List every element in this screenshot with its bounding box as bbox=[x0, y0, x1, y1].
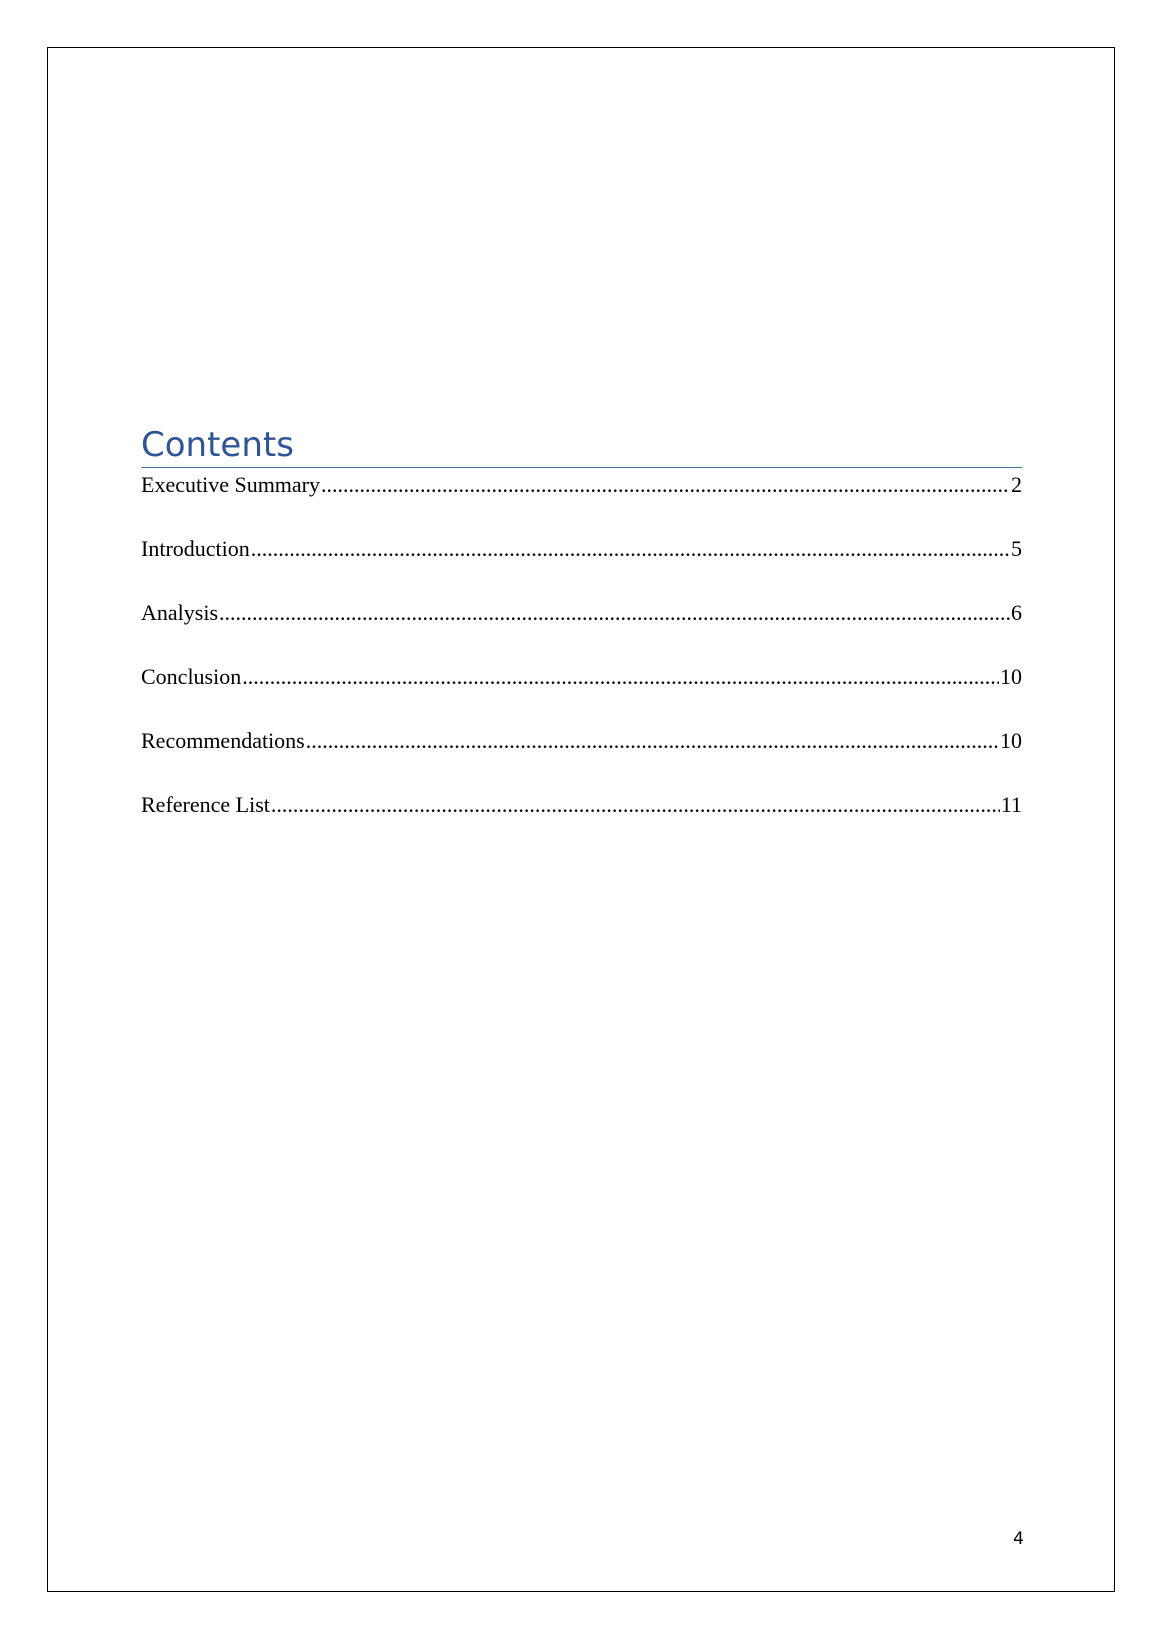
toc-entry-label: Recommendations bbox=[141, 728, 305, 753]
toc-entry-page: 10 bbox=[1000, 664, 1022, 689]
toc-entry-page: 10 bbox=[1000, 728, 1022, 753]
toc-dot-leader bbox=[251, 537, 1010, 561]
table-of-contents bbox=[141, 426, 1022, 852]
toc-entry-label: Introduction bbox=[141, 536, 250, 561]
toc-entry-introduction[interactable] bbox=[141, 532, 1022, 596]
toc-list bbox=[141, 468, 1022, 852]
toc-entry-label: Reference List bbox=[141, 792, 270, 817]
toc-entry-label: Analysis bbox=[141, 600, 218, 625]
toc-heading: Contents bbox=[141, 426, 1022, 468]
toc-entry-executive-summary[interactable] bbox=[141, 468, 1022, 532]
toc-dot-leader bbox=[271, 793, 1000, 817]
toc-entry-recommendations[interactable] bbox=[141, 724, 1022, 788]
toc-entry-label: Executive Summary bbox=[141, 472, 321, 497]
toc-dot-leader bbox=[321, 473, 1010, 497]
toc-entry-page: 11 bbox=[1000, 792, 1022, 817]
toc-entry-reference-list[interactable] bbox=[141, 788, 1022, 852]
toc-dot-leader bbox=[242, 665, 999, 689]
page-number: 4 bbox=[1013, 1529, 1024, 1549]
toc-entry-analysis[interactable] bbox=[141, 596, 1022, 660]
toc-entry-page: 2 bbox=[1011, 472, 1022, 497]
toc-dot-leader bbox=[306, 729, 999, 753]
toc-entry-page: 6 bbox=[1011, 600, 1022, 625]
toc-dot-leader bbox=[219, 601, 1010, 625]
toc-entry-label: Conclusion bbox=[141, 664, 242, 689]
toc-entry-conclusion[interactable] bbox=[141, 660, 1022, 724]
toc-entry-page: 5 bbox=[1011, 536, 1022, 561]
